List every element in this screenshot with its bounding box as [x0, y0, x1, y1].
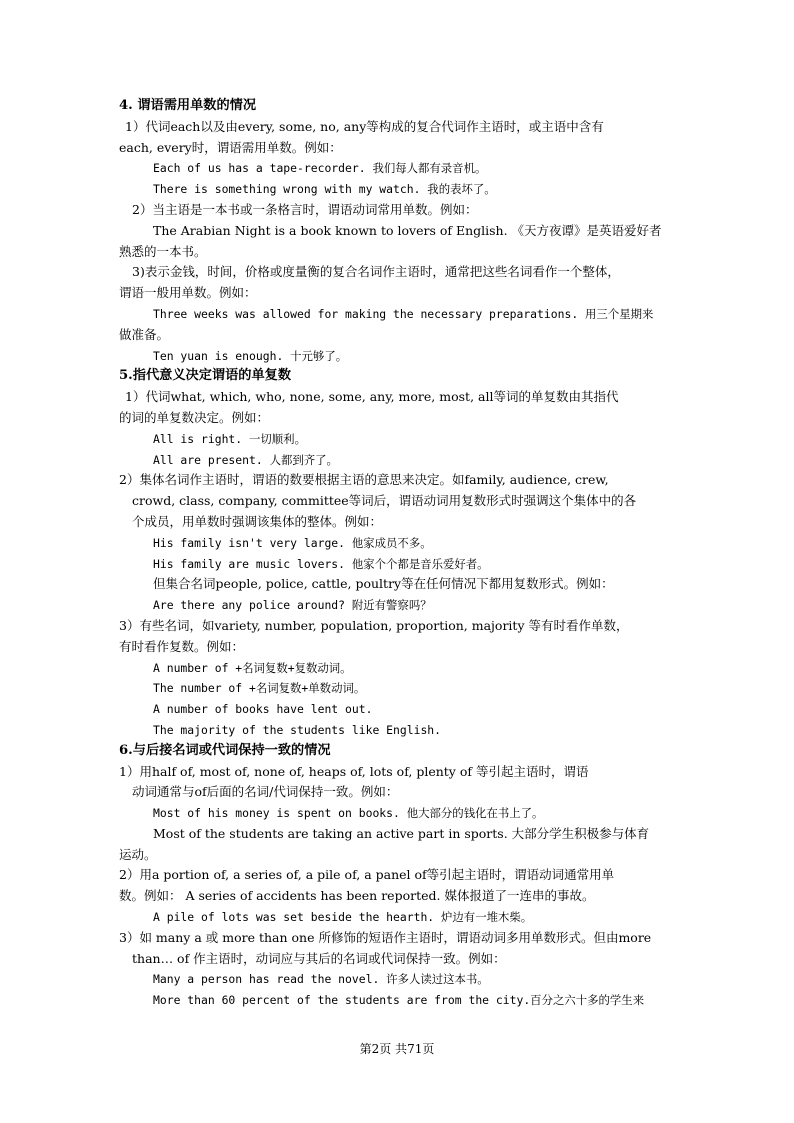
text-line: 3)表示金钱，时间，价格或度量衡的复合名词作主语时，通常把这些名词看作一个整体， — [132, 264, 620, 280]
example-line: There is something wrong with my watch. 我的表坏了。 — [153, 182, 496, 197]
text-line: than… of 作主语时，动词应与其后的名词或代词保持一致。例如： — [132, 950, 506, 966]
example-line: A number of books have lent out. — [153, 702, 373, 717]
example-line: His family are music lovers. 他家个个都是音乐爱好者。 — [153, 556, 489, 571]
text-line: 个成员，用单数时强调该集体的整体。例如： — [132, 513, 383, 529]
example-line: Each of us has a tape-recorder. 我们每人都有录音机。 — [153, 161, 487, 176]
text-line: 1）用half of, most of, none of, heaps of, lots of, plenty of 等引起主语时，谓语 — [119, 763, 589, 779]
text-line: 3）有些名词，如variety, number, population, proportion, majority 等有时看作单数， — [119, 617, 629, 633]
page-content — [119, 96, 689, 1011]
example-line: More than 60 percent of the students are from the city.百分之六十多的学生来 — [153, 993, 645, 1008]
section-heading: 4. 谓语需用单数的情况 — [119, 98, 257, 113]
example-line: The majority of the students like English. — [153, 722, 442, 737]
text-line: 1）代词what, which, who, none, some, any, more, most, all等词的单复数由其指代 — [125, 389, 619, 405]
section-heading: 6.与后接名词或代词保持一致的情况 — [119, 742, 331, 758]
text-line: 1）代词each以及由every, some, no, any等构成的复合代词作主语时，或主语中含有 — [125, 118, 604, 134]
example-line: All is right. 一切顺利。 — [153, 431, 306, 446]
section-heading: 5.指代意义决定谓语的单复数 — [119, 368, 292, 384]
text-line: 但集合名词people, police, cattle, poultry等在任何情况下都用复数形式。例如： — [153, 576, 614, 592]
text-line: 3）如 many a 或 more than one 所修饰的短语作主语时，谓语动词多用单数形式。但由more — [119, 929, 652, 945]
example-line: A pile of lots was set beside the hearth. 炉边有一堆木柴。 — [153, 910, 533, 925]
example-line: Ten yuan is enough. 十元够了。 — [153, 348, 348, 363]
example-line: The Arabian Night is a book known to lovers of English. 《天方夜谭》是英语爱好者 — [153, 222, 662, 238]
text-line: each, every时，谓语需用单数。例如： — [119, 139, 342, 155]
example-line: Are there any police around? 附近有警察吗？ — [153, 598, 432, 613]
text-line: 有时看作复数。例如： — [119, 638, 245, 654]
example-line: Three weeks was allowed for making the necessary preparations. 用三个星期来 — [153, 306, 654, 321]
example-line: His family isn't very large. 他家成员不多。 — [153, 535, 432, 550]
text-line: 做准备。 — [119, 326, 170, 342]
example-line: Most of his money is spent on books. 他大部分的钱化在书上了。 — [153, 806, 544, 821]
text-line: 2）集体名词作主语时，谓语的数要根据主语的意思来决定。如family, audience, crew, — [119, 472, 609, 488]
example-line: The number of +名词复数+单数动词。 — [153, 681, 366, 696]
example-line: A number of +名词复数+复数动词。 — [153, 660, 352, 675]
text-line: 数。例如： A series of accidents has been reported. 媒体报道了一连串的事故。 — [119, 888, 595, 904]
text-line: 谓语一般用单数。例如： — [119, 285, 257, 301]
text-line: 的词的单复数决定。例如： — [119, 409, 270, 425]
page-number-footer: 第2页 共71页 — [359, 1042, 435, 1056]
text-line: 运动。 — [119, 846, 157, 862]
example-line: Most of the students are taking an active part in sports. 大部分学生积极参与体育 — [153, 825, 650, 841]
text-line: 2）用a portion of, a series of, a pile of, a panel of等引起主语时，谓语动词通常用单 — [119, 867, 615, 883]
text-line: 动词通常与of后面的名词/代词保持一致。例如： — [132, 784, 399, 800]
example-line: All are present. 人都到齐了。 — [153, 452, 338, 467]
example-line: Many a person has read the novel. 许多人读过这本书。 — [153, 972, 489, 987]
text-line: crowd, class, company, committee等词后，谓语动词用复数形式时强调这个集体中的各 — [132, 493, 637, 509]
text-line: 2）当主语是一本书或一条格言时，谓语动词常用单数。例如： — [132, 201, 478, 217]
text-line: 熟悉的一本书。 — [119, 243, 207, 259]
